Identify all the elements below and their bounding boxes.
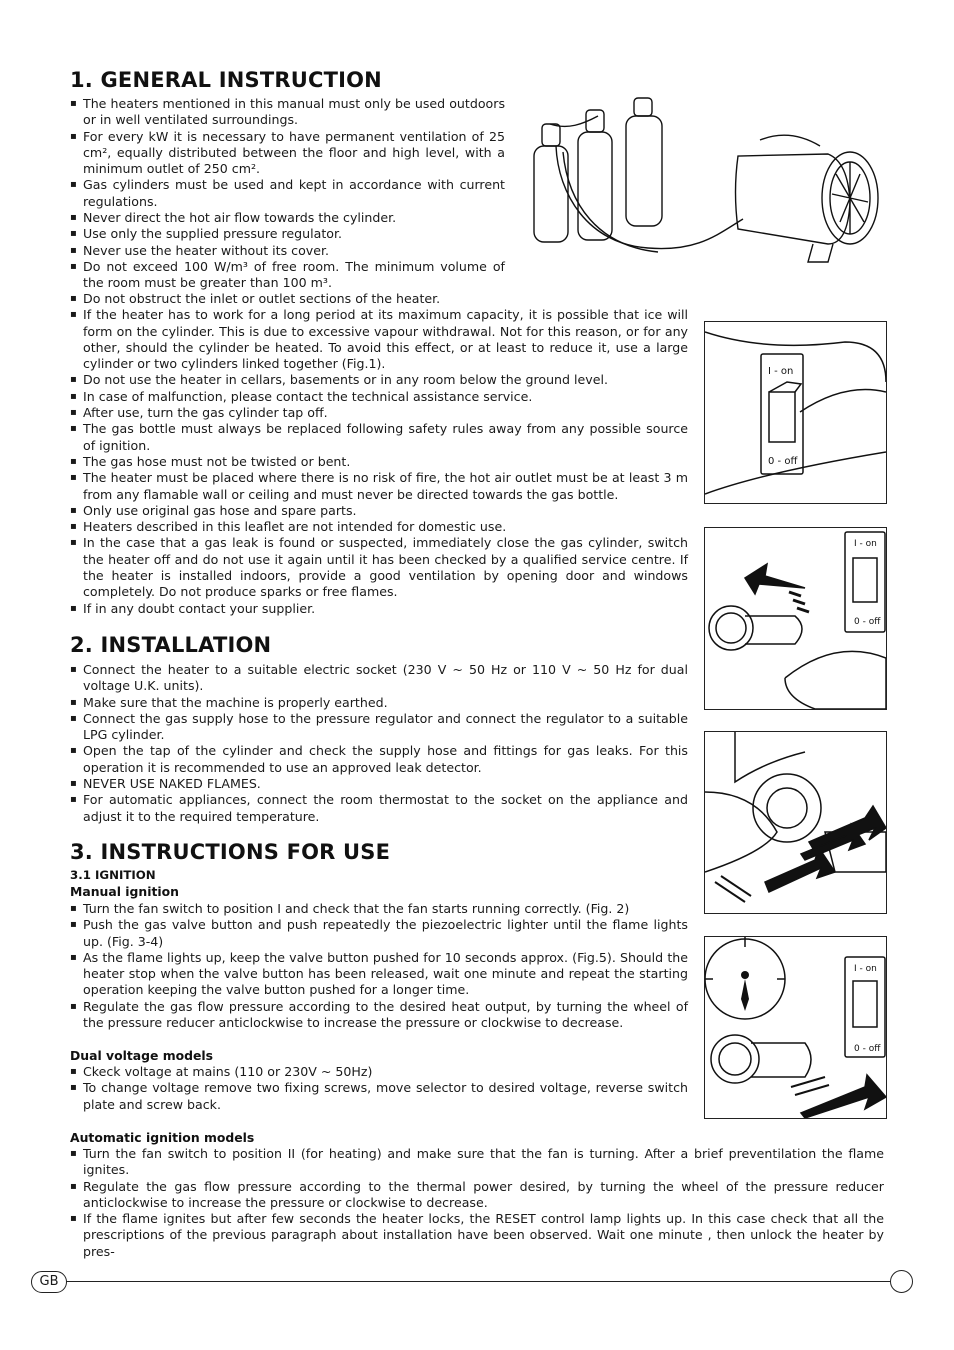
list-item: ▪ Heaters described in this leaflet are not intended for domestic use. [70,519,688,535]
list-item: ▪ The heater must be placed where there is no risk of fire, the hot air outlet must be at least 3 m from any flamable wall or ceiling and must never be directed towards the gas bottle. [70,470,688,503]
list-item: ▪ Do not use the heater in cellars, basements or in any room below the ground level. [70,372,688,388]
list-item: ▪ The gas bottle must always be replaced following safety rules away from any possible source of ignition. [70,421,688,454]
ignition-subtitle: 3.1 IGNITION [70,868,156,882]
manual-ignition-list [70,901,688,1031]
svg-text:I - on: I - on [854,539,877,549]
list-item: ▪ Connect the gas supply hose to the pressure regulator and connect the regulator to a suitable LPG cylinder. [70,711,688,744]
section1-list-top [70,96,505,292]
list-item: ▪ To change voltage remove two fixing screws, move selector to desired voltage, reverse switch plate and screw back. [70,1080,688,1113]
list-item: ▪ Connect the heater to a suitable electric socket (230 V ~ 50 Hz or 110 V ~ 50 Hz for dual voltage U.K. units). [70,662,688,695]
page-number-circle [890,1270,913,1293]
list-item: ▪ Regulate the gas flow pressure according to the thermal power desired, by turning the wheel of the pressure reducer anticlockwise to increase the pressure or clockwise to decrease. [70,1179,884,1212]
automatic-ignition-list [70,1146,884,1260]
list-item: ▪ In the case that a gas leak is found or suspected, immediately close the gas cylinder, switch the heater off and do not use it again until it has been checked by a qualified service centre. If the heater is installed indoors, provide a good ventilation by opening door and windows completely. Do not produce sparks or free flames. [70,535,688,600]
list-item: ▪ If the heater has to work for a long period at its maximum capacity, it is possible that ice will form on the cylinder. This is due to excessive vapour withdrawal. Not for this reason, or for any other, should the cylinder be heated. To avoid this effect, or at least to reduce it, use a large cylinder or two cylinders linked together (Fig.1). [70,307,688,372]
list-item: ▪ Make sure that the machine is properly earthed. [70,695,688,711]
list-item: ▪ NEVER USE NAKED FLAMES. [70,776,688,792]
section1-list-bottom [70,291,688,617]
fig3-valve-button-figure [704,527,887,710]
fig2-switch-figure [704,321,887,504]
list-item: ▪ Turn the fan switch to position II (for heating) and make sure that the fan is turning. After a brief preventilation the flame ignites. [70,1146,884,1179]
list-item: ▪ Ckeck voltage at mains (110 or 230V ~ 50Hz) [70,1064,688,1080]
language-badge: GB [31,1271,67,1293]
list-item: ▪ The gas hose must not be twisted or bent. [70,454,688,470]
section1-title: 1. GENERAL INSTRUCTION [70,68,382,92]
svg-text:0 - off: 0 - off [854,617,881,627]
list-item: ▪ Only use original gas hose and spare parts. [70,503,688,519]
dual-voltage-heading: Dual voltage models [70,1048,214,1063]
automatic-ignition-heading: Automatic ignition models [70,1130,255,1145]
list-item: ▪ Regulate the gas flow pressure according to the desired heat output, by turning the wheel of the pressure reducer anticlockwise to increase the pressure or clockwise to decrease. [70,999,688,1032]
fig2-off-label: 0 - off [768,456,798,467]
fig5-hold-button-figure [704,936,887,1119]
list-item: ▪ If the flame ignites but after few seconds the heater locks, the RESET control lamp lights up. In this case check that all the prescriptions of the previous paragraph about installation have been observed. Wait one minute , then unlock the heater by pres- [70,1211,884,1260]
section3-title: 3. INSTRUCTIONS FOR USE [70,840,391,864]
heater-cylinders-illustration [528,94,888,266]
section2-title: 2. INSTALLATION [70,633,272,657]
fig4-piezo-lighter-figure [704,731,887,914]
list-item: ▪ Use only the supplied pressure regulator. [70,226,505,242]
footer-rule [66,1281,892,1282]
dual-voltage-list [70,1064,688,1113]
section2-list [70,662,688,825]
list-item: ▪ Open the tap of the cylinder and check the supply hose and fittings for gas leaks. For this operation it is recommended to use an approved leak detector. [70,743,688,776]
list-item: ▪ For every kW it is necessary to have permanent ventilation of 25 cm², equally distributed between the floor and high level, with a minimum outlet of 250 cm². [70,129,505,178]
list-item: ▪ Do not obstruct the inlet or outlet sections of the heater. [70,291,688,307]
list-item: ▪ For automatic appliances, connect the room thermostat to the socket on the appliance and adjust it to the required temperature. [70,792,688,825]
list-item: ▪ Turn the fan switch to position I and check that the fan starts running correctly. (Fig. 2) [70,901,688,917]
list-item: ▪ Push the gas valve button and push repeatedly the piezoelectric lighter until the flame lights up. (Fig. 3-4) [70,917,688,950]
list-item: ▪ As the flame lights up, keep the valve button pushed for 10 seconds approx. (Fig.5). Should the heater stop when the valve button has been released, wait one minute and repeat the starting operation keeping the valve button pushed for a longer time. [70,950,688,999]
list-item: ▪ Gas cylinders must be used and kept in accordance with current regulations. [70,177,505,210]
svg-text:0 - off: 0 - off [854,1044,881,1054]
fig2-on-label: I - on [768,366,794,377]
list-item: ▪ Never direct the hot air flow towards the cylinder. [70,210,505,226]
svg-text:I - on: I - on [854,964,877,974]
list-item: ▪ In case of malfunction, please contact the technical assistance service. [70,389,688,405]
list-item: ▪ Do not exceed 100 W/m³ of free room. The minimum volume of the room must be greater than 100 m³. [70,259,505,292]
list-item: ▪ After use, turn the gas cylinder tap off. [70,405,688,421]
list-item: ▪ The heaters mentioned in this manual must only be used outdoors or in well ventilated surroundings. [70,96,505,129]
list-item: ▪ Never use the heater without its cover. [70,243,505,259]
manual-ignition-heading: Manual ignition [70,884,179,899]
list-item: ▪ If in any doubt contact your supplier. [70,601,688,617]
